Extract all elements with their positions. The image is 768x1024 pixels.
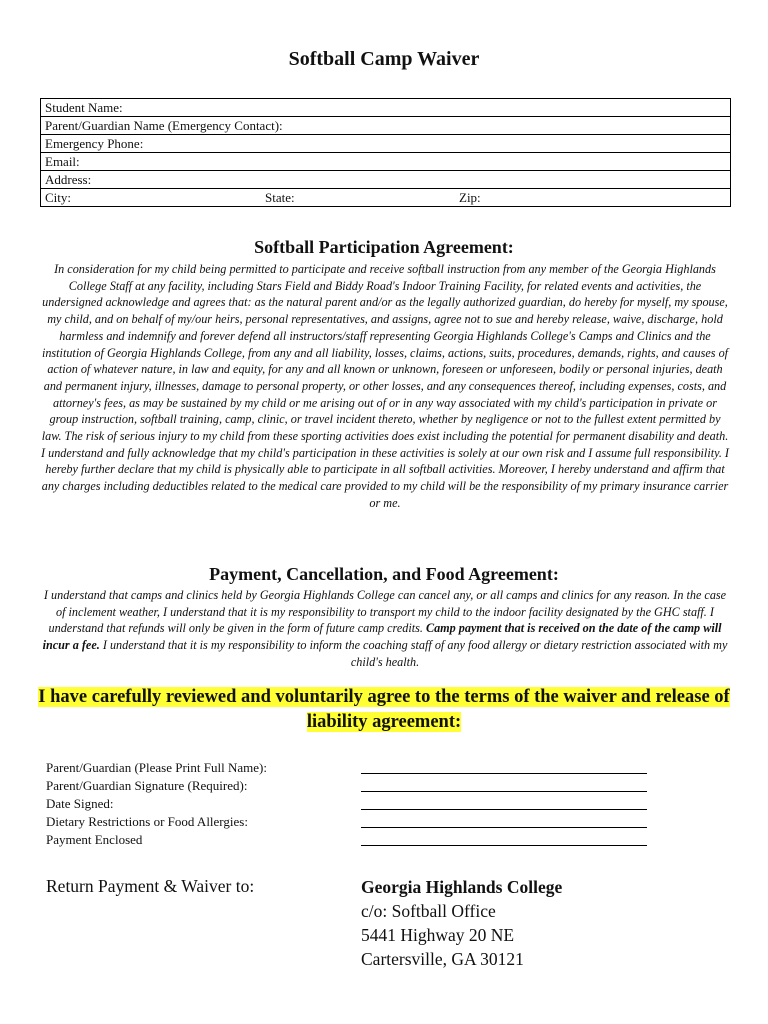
table-row [41,153,731,171]
page-title: Softball Camp Waiver [288,48,480,70]
zip-field[interactable]: Zip: [459,190,481,205]
agreement-statement [30,685,738,735]
table-row [41,99,731,117]
payment-text-part: I understand that it is my responsibility to inform the coaching staff of any food allergy or dietary restriction associated with my child's health. [99,638,728,669]
city-field[interactable]: City: [45,190,72,205]
city-state-zip-row [41,189,731,207]
return-organization [361,875,562,899]
organization-name: Georgia Highlands College [361,877,563,897]
date-signed-line[interactable] [361,809,647,810]
print-name-line[interactable] [361,773,647,774]
state-field[interactable]: State: [265,190,295,205]
payment-text [40,587,730,671]
payment-text-part: I understand that camps and clinics held by Georgia Highlands College can cancel any, or all camps and clinics for any reason. In the case of inclement weather, I understand that it is my responsibility to transport my child to the indoor facility designated by the GHC staff. I understand that refunds will only be given in the form of future camp credits. [43,588,727,636]
dietary-label: Dietary Restrictions or Food Allergies: [46,814,248,829]
student-name-field[interactable]: Student Name: [41,99,731,117]
return-care-of: c/o: Softball Office [361,901,496,921]
signature-label: Parent/Guardian Signature (Required): [46,778,248,793]
return-street: 5441 Highway 20 NE [361,925,515,945]
table-row [41,135,731,153]
table-row [41,117,731,135]
email-field[interactable]: Email: [41,153,731,171]
return-label: Return Payment & Waiver to: [46,876,255,896]
return-city-state-zip: Cartersville, GA 30121 [361,949,524,969]
participation-heading: Softball Participation Agreement: [254,237,514,257]
date-signed-label: Date Signed: [46,796,114,811]
table-row [41,171,731,189]
address-field[interactable]: Address: [41,171,731,189]
student-info-table [40,98,731,207]
signature-line[interactable] [361,791,647,792]
participation-text: In consideration for my child being permitted to participate and receive softball instruction from any member of the Georgia Highlands College Staff at any facility, including Stars Field and Biddy Road's Indoor Training Facility, for related events and activities, the undersigned acknowledge and agrees that: as the natural parent and/or as the legally authorized guardian, do hereby for myself, my spouse, my child, and on behalf of my/our heirs, personal representatives, and assigns, agree not to sue and hereby release, waive, discharge, hold harmless and indemnify and forever defend all instructors/staff representing Georgia Highlands College's Camps and Clinics and the institution of Georgia Highlands College, from any and all liability, losses, claims, actions, suits, procedures, demands, rights, and causes of action of whatever nature, in law and equity, for any and all known or unknown, foreseen or unforeseen, bodily or personal injuries, death and permanent injury, illnesses, damage to personal property, or other losses, and any consequences thereof, including expenses, costs, and attorney's fees, as may be sustained by my child or me arising out of or in any way associated with my child's participation in private or group instruction, softball training, camp, clinic, or travel incident thereto, whether by negligence or not to the fullest extent permitted by law. The risk of serious injury to my child from these sporting activities does exist including the potential for permanent disability and death. I understand and fully acknowledge that my child's participation in these activities is solely at our own risk and I assume full responsibility. I hereby further declare that my child is physically able to participate in all softball activities. Moreover, I hereby understand and affirm that any charges including deductibles related to the medical care provided to my child will be the responsibility of my primary insurance carrier or me. [41,262,729,510]
table-row [41,189,731,207]
payment-heading: Payment, Cancellation, and Food Agreement: [209,564,559,584]
dietary-line[interactable] [361,827,647,828]
agreement-highlight: I have carefully reviewed and voluntarily agree to the terms of the waiver and release of liability agreement: [38,687,730,732]
payment-fee-notice: Camp payment that is received on the date of the camp will incur a fee. [42,621,722,653]
print-name-label: Parent/Guardian (Please Print Full Name): [46,760,267,775]
emergency-phone-field[interactable]: Emergency Phone: [41,135,731,153]
guardian-name-field[interactable]: Parent/Guardian Name (Emergency Contact): [41,117,731,135]
payment-enclosed-line[interactable] [361,845,647,846]
payment-enclosed-label: Payment Enclosed [46,832,143,847]
